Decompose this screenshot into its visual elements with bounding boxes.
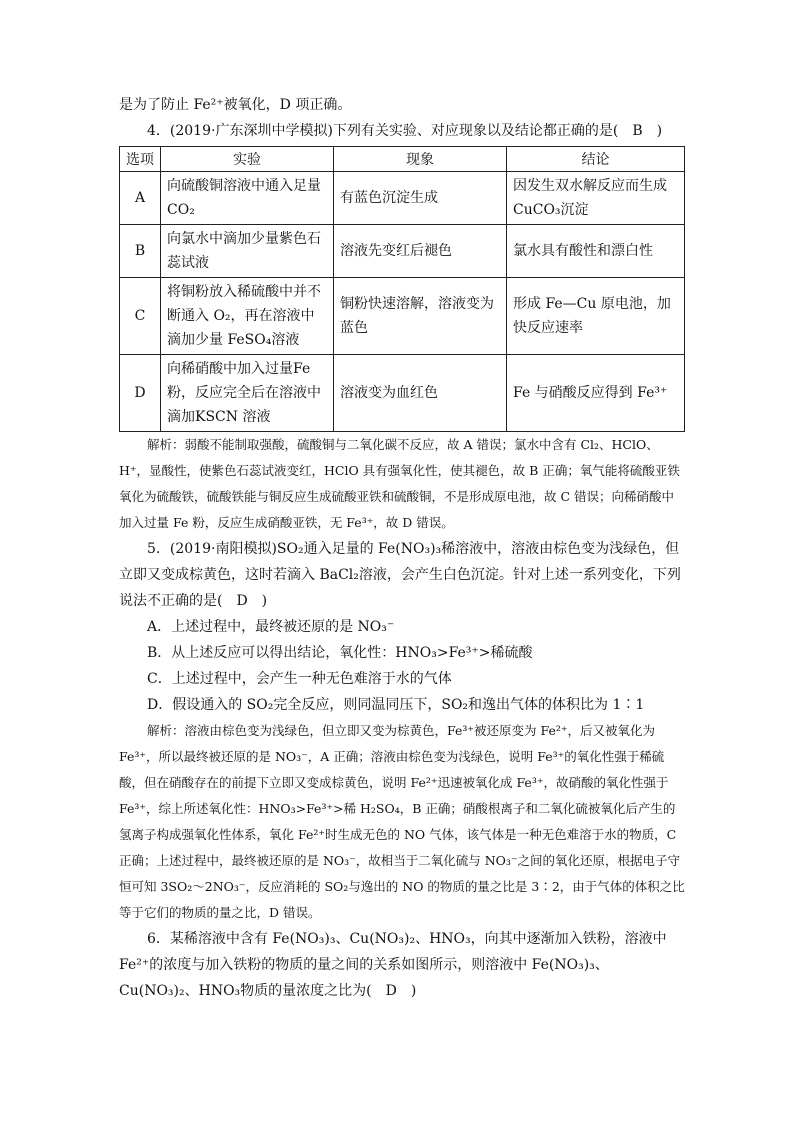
q5-stem: 5．(2019·南阳模拟)SO₂通入足量的 Fe(NO₃)₃稀溶液中，溶液由棕色变为浅绿色，但立即又变成棕黄色，这时若滴入 BaCl₂溶液，会产生白色沉淀。针对上述一系列变化，下列说法不正确的是( D ) bbox=[119, 541, 681, 609]
document-page bbox=[119, 92, 685, 1004]
q5-option-a: A．上述过程中，最终被还原的是 NO₃⁻ bbox=[147, 619, 395, 635]
q5-option-d: D．假设通入的 SO₂完全反应，则同温同压下，SO₂和逸出气体的体积比为 1∶1 bbox=[147, 697, 645, 713]
row-conclusion: Fe 与硝酸反应得到 Fe³⁺ bbox=[507, 355, 685, 432]
q4-analysis: 解析：弱酸不能制取强酸，硫酸铜与二氧化碳不反应，故 A 错误；氯水中含有 Cl₂、HClO、H⁺，显酸性，使紫色石蕊试液变红，HClO 具有强氧化性，使其褪色，故 B 正确；氧气能将硫酸亚铁氧化为硫酸铁，硫酸铁能与铜反应生成硫酸亚铁和硫酸铜，不是形成原电池，故 C 错误；向稀硝酸中加入过量 Fe 粉，反应生成硝酸亚铁，无 Fe³⁺，故 D 错误。 bbox=[119, 437, 680, 530]
header-conclusion: 结论 bbox=[507, 147, 685, 172]
q5-analysis: 解析：溶液由棕色变为浅绿色，但立即又变为棕黄色，Fe³⁺被还原变为 Fe²⁺，后又被氧化为 Fe³⁺，所以最终被还原的是 NO₃⁻，A 正确；溶液由棕色变为浅绿色，说明 Fe³⁺的氧化性强于稀硫酸，但在硝酸存在的前提下立即又变成棕黄色，说明 Fe²⁺迅速被氧化成 Fe³⁺，故硝酸的氧化性强于 Fe³⁺，综上所述氧化性：HNO₃>Fe³⁺>稀 H₂SO₄，B 正确；硝酸根离子和二氧化硫被氧化后产生的氢离子构成强氧化性体系，氧化 Fe²⁺时生成无色的 NO 气体，该气体是一种无色难溶于水的物质，C 正确；上述过程中，最终被还原的是 NO₃⁻，故相当于二氧化硫与 NO₃⁻之间的氧化还原，根据电子守恒可知 3SO₂～2NO₃⁻，反应消耗的 SO₂与逸出的 NO 的物质的量之比是 3∶2，由于气体的体积之比等于它们的物质的量之比，D 错误。 bbox=[119, 723, 685, 920]
header-experiment: 实验 bbox=[161, 147, 334, 172]
table-row bbox=[120, 225, 685, 278]
row-experiment: 将铜粉放入稀硫酸中并不断通入 O₂，再在溶液中滴加少量 FeSO₄溶液 bbox=[161, 278, 334, 355]
row-option: A bbox=[120, 172, 161, 225]
row-option: C bbox=[120, 278, 161, 355]
table-row bbox=[120, 278, 685, 355]
row-option: D bbox=[120, 355, 161, 432]
header-option: 选项 bbox=[120, 147, 161, 172]
row-phenomenon: 铜粉快速溶解，溶液变为蓝色 bbox=[334, 278, 507, 355]
q3-tail-line: 是为了防止 Fe²⁺被氧化，D 项正确。 bbox=[119, 97, 352, 113]
q5-option-b: B．从上述反应可以得出结论，氧化性：HNO₃>Fe³⁺>稀硫酸 bbox=[147, 645, 533, 661]
table-row bbox=[120, 172, 685, 225]
experiment-table bbox=[119, 146, 685, 432]
row-conclusion: 形成 Fe—Cu 原电池，加快反应速率 bbox=[507, 278, 685, 355]
row-experiment: 向稀硝酸中加入过量Fe粉，反应完全后在溶液中滴加KSCN 溶液 bbox=[161, 355, 334, 432]
table-header-row bbox=[120, 147, 685, 172]
row-phenomenon: 溶液先变红后褪色 bbox=[334, 225, 507, 278]
row-conclusion: 氯水具有酸性和漂白性 bbox=[507, 225, 685, 278]
row-phenomenon: 有蓝色沉淀生成 bbox=[334, 172, 507, 225]
q4-stem: 4．(2019·广东深圳中学模拟)下列有关实验、对应现象以及结论都正确的是( B ) bbox=[147, 123, 663, 139]
row-experiment: 向氯水中滴加少量紫色石蕊试液 bbox=[161, 225, 334, 278]
q6-stem: 6．某稀溶液中含有 Fe(NO₃)₃、Cu(NO₃)₂、HNO₃，向其中逐渐加入铁粉，溶液中 Fe²⁺的浓度与加入铁粉的物质的量之间的关系如图所示，则溶液中 Fe(NO₃)₃、Cu(NO₃)₂、HNO₃物质的量浓度之比为( D ) bbox=[119, 931, 667, 999]
row-conclusion: 因发生双水解反应而生成CuCO₃沉淀 bbox=[507, 172, 685, 225]
row-option: B bbox=[120, 225, 161, 278]
row-experiment: 向硫酸铜溶液中通入足量CO₂ bbox=[161, 172, 334, 225]
row-phenomenon: 溶液变为血红色 bbox=[334, 355, 507, 432]
header-phenomenon: 现象 bbox=[334, 147, 507, 172]
table-row bbox=[120, 355, 685, 432]
q5-option-c: C．上述过程中，会产生一种无色难溶于水的气体 bbox=[147, 671, 452, 687]
